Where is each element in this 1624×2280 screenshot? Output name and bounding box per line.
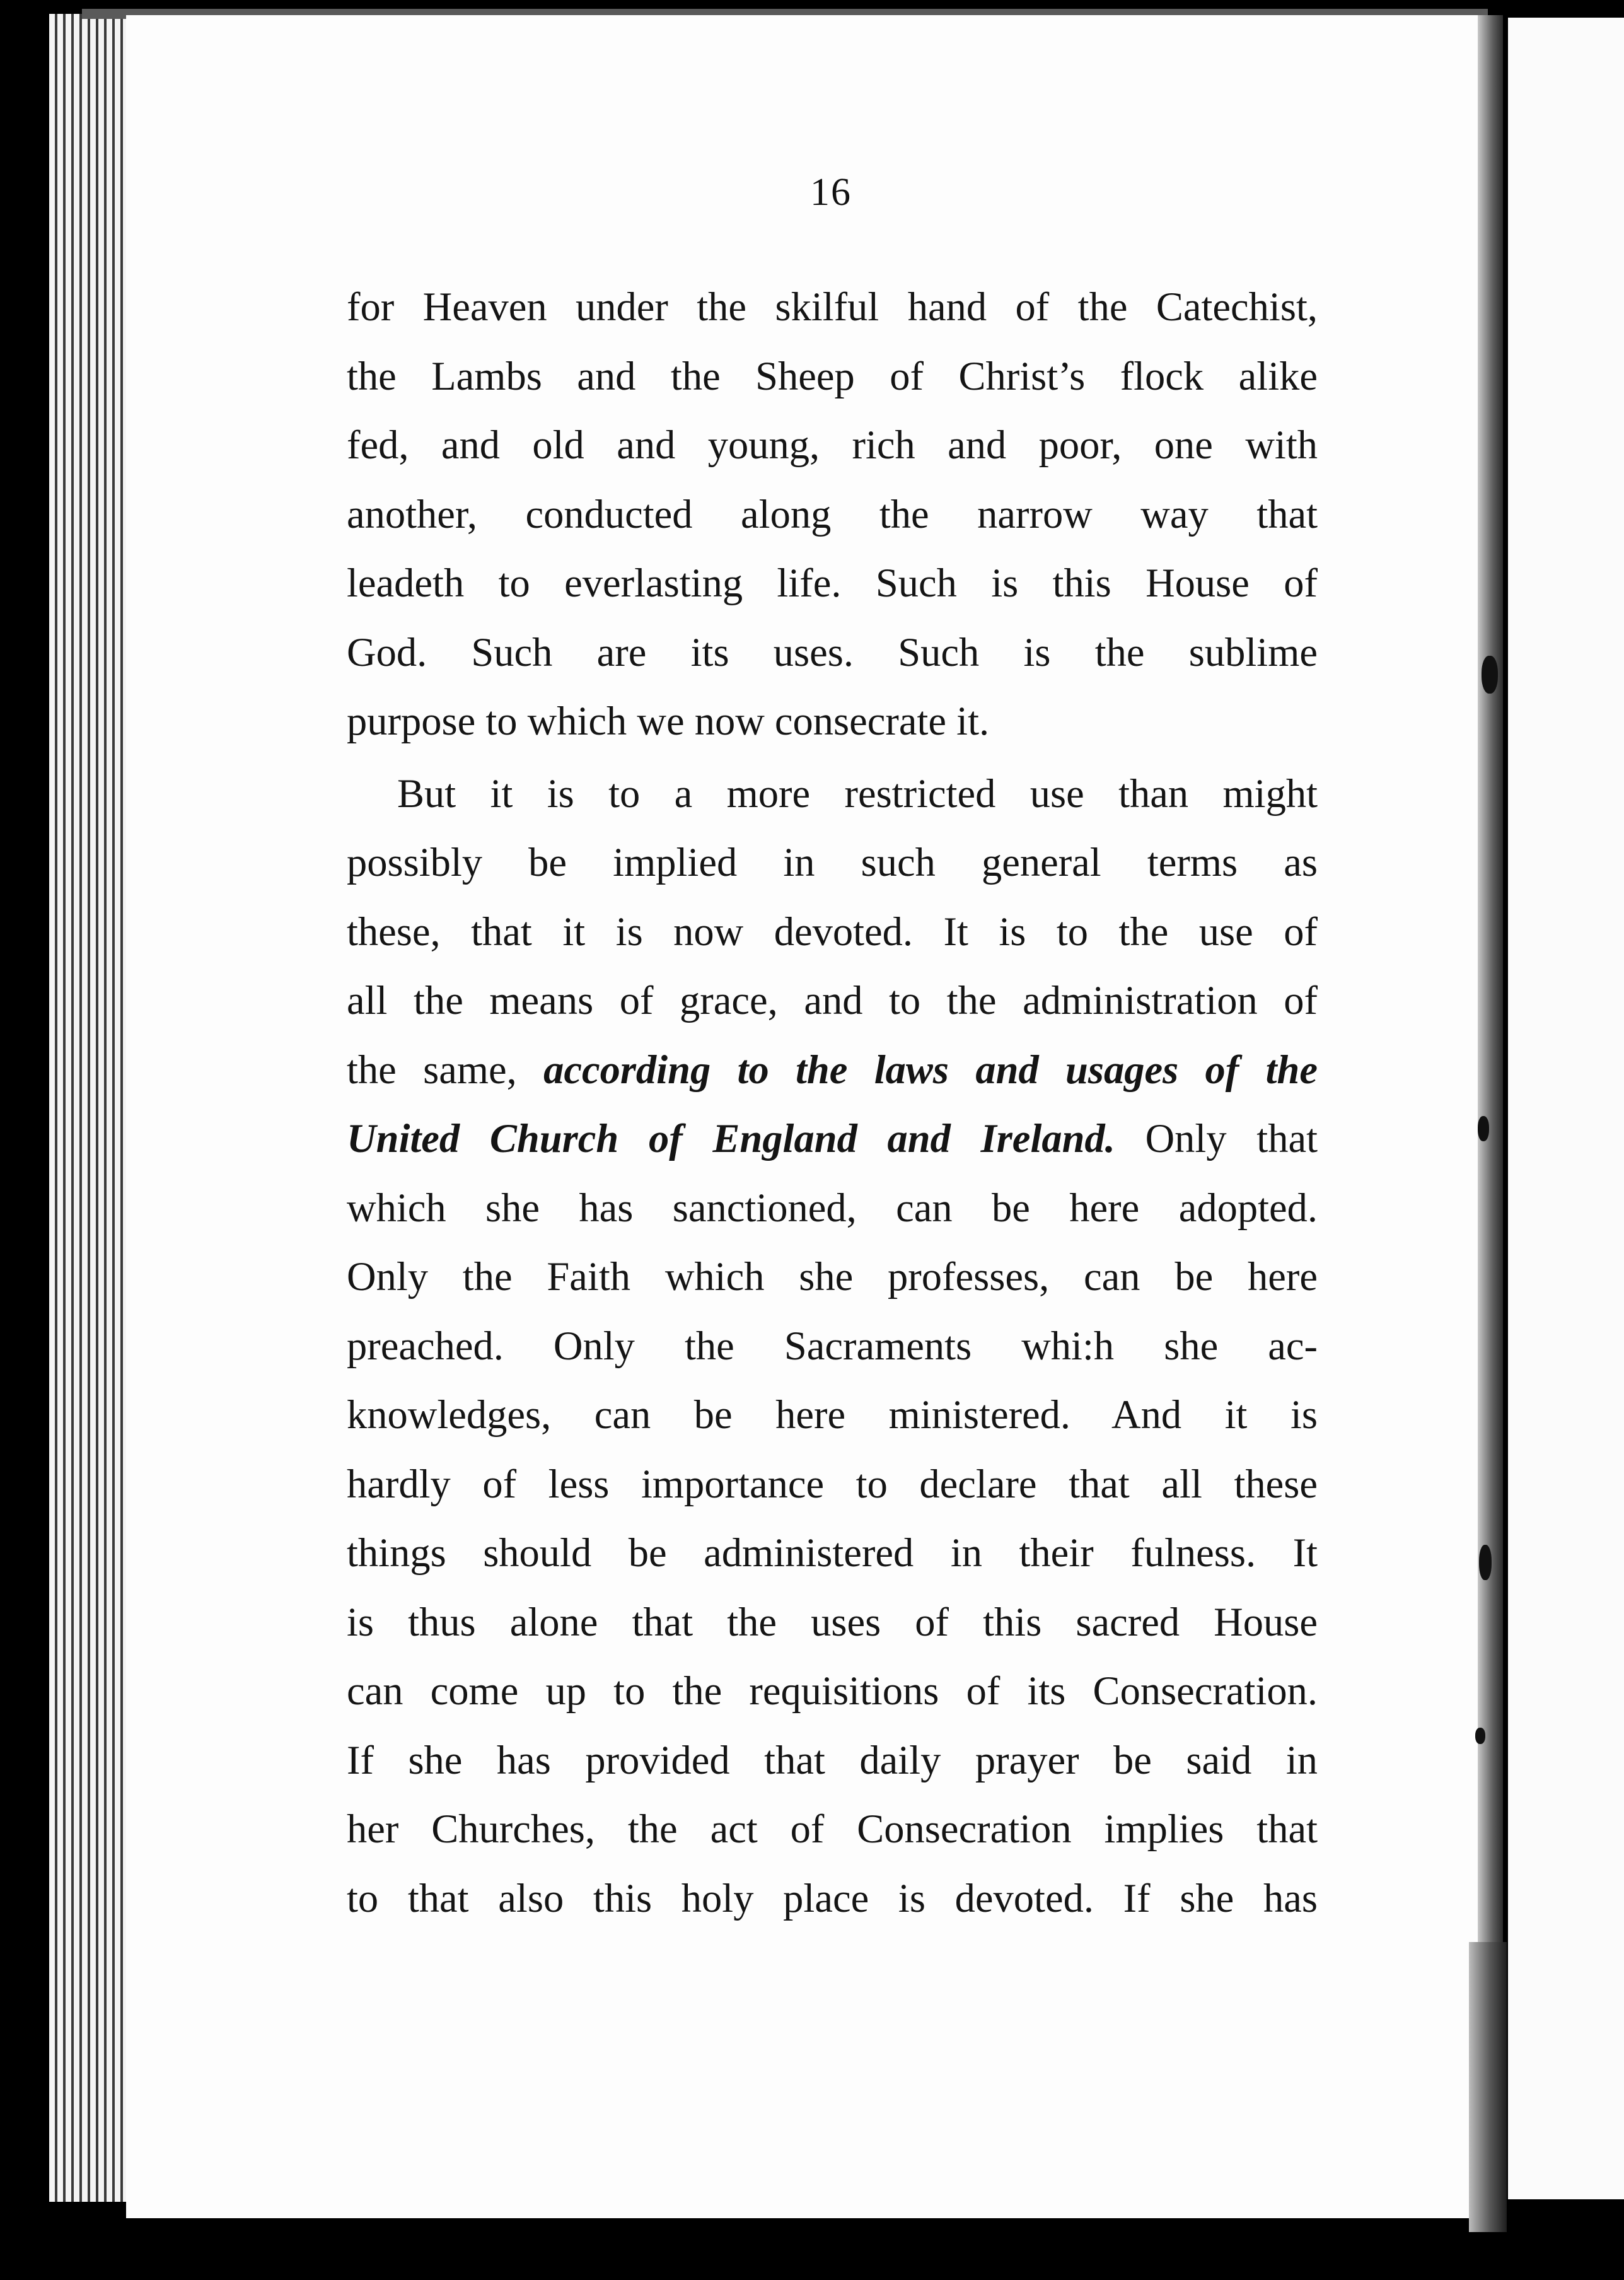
text-run: these, that it is now devoted. It is to the use of bbox=[347, 909, 1318, 954]
text-line bbox=[347, 687, 1318, 756]
text-run: leadeth to everlasting life. Such is this House of bbox=[347, 561, 1318, 605]
page-number: 16 bbox=[810, 171, 852, 214]
text-run: possibly be implied in such general terms as bbox=[347, 840, 1318, 885]
binding-gutter-lower bbox=[1469, 1942, 1507, 2232]
text-line bbox=[347, 342, 1318, 411]
text-line bbox=[347, 1173, 1318, 1243]
body-text bbox=[347, 272, 1318, 1933]
italic-text: United Church of England and Ireland. bbox=[347, 1116, 1115, 1161]
text-run: preached. Only the Sacraments whi:h she ac- bbox=[347, 1323, 1318, 1368]
page-edges-left bbox=[49, 14, 137, 2202]
text-line bbox=[347, 1656, 1318, 1726]
text-run: for Heaven under the skilful hand of the Catechist, bbox=[347, 284, 1318, 329]
text-run: fed, and old and young, rich and poor, one with bbox=[347, 422, 1318, 467]
text-run: If she has provided that daily prayer be said in bbox=[347, 1737, 1318, 1783]
ink-blot bbox=[1475, 1728, 1485, 1744]
facing-page-edge bbox=[1508, 18, 1624, 2199]
italic-text: according to the laws and usages of the bbox=[543, 1047, 1318, 1092]
text-run: the same, bbox=[347, 1047, 544, 1092]
text-line bbox=[347, 1242, 1318, 1312]
binding-gutter bbox=[1478, 15, 1503, 2159]
text-line bbox=[347, 1035, 1318, 1105]
text-line bbox=[347, 897, 1318, 967]
paragraph bbox=[347, 759, 1318, 1933]
text-run: hardly of less importance to declare that all these bbox=[347, 1461, 1318, 1506]
text-line bbox=[347, 1518, 1318, 1588]
text-line bbox=[347, 1588, 1318, 1657]
text-run: Only the Faith which she professes, can be here bbox=[347, 1254, 1318, 1299]
text-line bbox=[347, 1864, 1318, 1933]
text-line bbox=[347, 1312, 1318, 1381]
text-line bbox=[347, 618, 1318, 687]
text-line bbox=[347, 1726, 1318, 1795]
text-line bbox=[347, 480, 1318, 549]
text-run: the Lambs and the Sheep of Christ’s flock alike bbox=[347, 353, 1318, 398]
text-run: But it is to a more restricted use than might bbox=[397, 771, 1318, 816]
text-line bbox=[347, 828, 1318, 897]
text-run: things should be administered in their fulness. It bbox=[347, 1530, 1318, 1575]
paragraph bbox=[347, 272, 1318, 756]
text-run: another, conducted along the narrow way that bbox=[347, 491, 1318, 537]
text-line bbox=[347, 272, 1318, 342]
text-run: Only that bbox=[1115, 1116, 1318, 1161]
text-run: which she has sanctioned, can be here adopted. bbox=[347, 1185, 1318, 1230]
ink-blot bbox=[1482, 656, 1498, 694]
text-line bbox=[347, 1104, 1318, 1173]
text-line bbox=[347, 410, 1318, 480]
text-run: God. Such are its uses. Such is the sublime bbox=[347, 629, 1318, 675]
text-line bbox=[347, 966, 1318, 1035]
ink-blot bbox=[1478, 1116, 1489, 1141]
text-line bbox=[347, 759, 1318, 829]
text-run: all the means of grace, and to the administration of bbox=[347, 978, 1318, 1023]
ink-blot bbox=[1479, 1545, 1492, 1580]
text-run: can come up to the requisitions of its Consecration. bbox=[347, 1668, 1318, 1713]
text-run: is thus alone that the uses of this sacred House bbox=[347, 1599, 1318, 1644]
text-line bbox=[347, 1380, 1318, 1450]
text-run: knowledges, can be here ministered. And it is bbox=[347, 1392, 1318, 1437]
text-run: to that also this holy place is devoted. If she has bbox=[347, 1875, 1318, 1921]
text-run: purpose to which we now consecrate it. bbox=[347, 699, 990, 743]
text-line bbox=[347, 1450, 1318, 1519]
text-run: her Churches, the act of Consecration implies that bbox=[347, 1806, 1318, 1851]
text-line bbox=[347, 1794, 1318, 1864]
text-line bbox=[347, 549, 1318, 618]
